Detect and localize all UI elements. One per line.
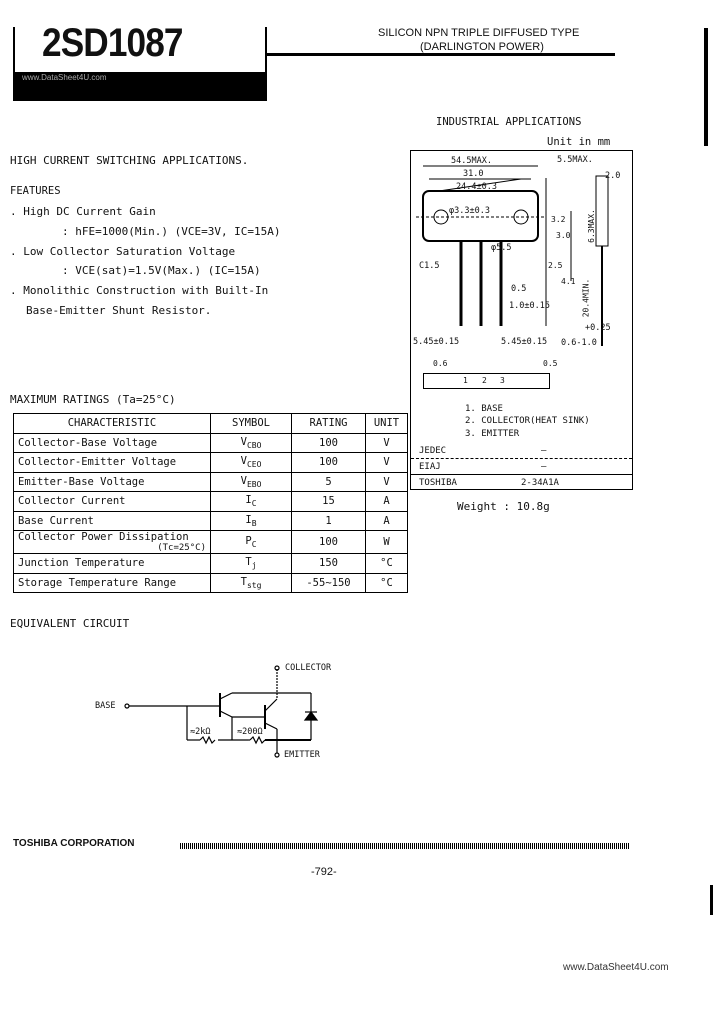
unit-cell: A: [366, 492, 408, 512]
characteristic-cell: Junction Temperature: [14, 554, 211, 574]
dimension: 2.0: [605, 171, 621, 181]
dimension: 5.45±0.15: [501, 337, 548, 347]
column-header: CHARACTERISTIC: [14, 414, 211, 434]
base-label: BASE: [95, 701, 116, 711]
symbol-cell: $V_{CBO}$: [211, 433, 292, 453]
unit-cell: W: [366, 531, 408, 554]
column-header: RATING: [292, 414, 366, 434]
dimension: 31.0: [463, 169, 484, 179]
unit-cell: V: [366, 453, 408, 473]
unit-cell: °C: [366, 554, 408, 574]
dimension: 3.0: [556, 231, 571, 240]
table-row: [14, 573, 408, 593]
feature-item: : hFE=1000(Min.) (VCE=3V, IC=15A): [62, 225, 281, 238]
emitter-label: EMITTER: [284, 750, 320, 760]
symbol-cell: $V_{CEO}$: [211, 453, 292, 473]
part-number: 2SD1087: [42, 21, 183, 65]
characteristic-note: (Tc=25°C): [157, 543, 206, 553]
symbol-cell: $V_{EBO}$: [211, 472, 292, 492]
rating-cell: -55~150: [292, 573, 366, 593]
rating-cell: 5: [292, 472, 366, 492]
dimension: 3.2: [551, 215, 566, 224]
dimension: 4.1: [561, 277, 576, 286]
characteristic-cell: Collector-Base Voltage: [14, 433, 211, 453]
pin-label: 3. EMITTER: [465, 429, 520, 439]
resistor-2-label: ≈200Ω: [237, 727, 263, 737]
rating-cell: 100: [292, 433, 366, 453]
symbol-cell: $T_{stg}$: [211, 573, 292, 593]
dimension: 1.0±0.15: [509, 301, 550, 311]
rating-cell: 15: [292, 492, 366, 512]
standard-row: EIAJ —: [411, 458, 632, 477]
dimension: 20.4MIN.: [581, 278, 591, 318]
column-header: UNIT: [366, 414, 408, 434]
table-row: [14, 472, 408, 492]
table-row: [14, 531, 408, 554]
column-header: SYMBOL: [211, 414, 292, 434]
pin-number: 3: [500, 376, 505, 385]
symbol-cell: $I_B$: [211, 511, 292, 531]
rating-cell: 1: [292, 511, 366, 531]
standard-row: TOSHIBA 2-34A1A: [411, 474, 632, 493]
symbol-cell: $I_C$: [211, 492, 292, 512]
table-row: [14, 453, 408, 473]
industrial-applications: INDUSTRIAL APPLICATIONS: [436, 116, 582, 128]
dimension: 0.6-1.0: [561, 338, 597, 348]
dimension: 54.5MAX.: [451, 156, 492, 166]
rating-cell: 100: [292, 453, 366, 473]
dimension: 5.5MAX.: [557, 155, 593, 165]
table-row: [14, 554, 408, 574]
type-line-2: (DARLINGTON POWER): [420, 41, 544, 53]
edge-bar: [710, 885, 713, 915]
feature-item: Base-Emitter Shunt Resistor.: [26, 304, 212, 317]
resistor-1-label: ≈2kΩ: [190, 727, 211, 737]
feature-item: . High DC Current Gain: [10, 205, 156, 218]
feature-item: : VCE(sat)=1.5V(Max.) (IC=15A): [62, 264, 261, 277]
symbol-cell: $T_j$: [211, 554, 292, 574]
edge-bar: [704, 28, 708, 146]
standard-row: JEDEC —: [419, 446, 547, 456]
dimension: 2.5: [548, 261, 563, 270]
circuit-heading: EQUIVALENT CIRCUIT: [10, 617, 130, 630]
pin-number: 1: [463, 376, 468, 385]
rating-cell: 100: [292, 531, 366, 554]
dimension: 5.45±0.15: [413, 337, 460, 347]
dimension: φ3.3±0.3: [449, 206, 490, 216]
type-line-1: SILICON NPN TRIPLE DIFFUSED TYPE: [378, 27, 580, 39]
pin-label: 1. BASE: [465, 404, 503, 414]
characteristic-cell: Collector Current: [14, 492, 211, 512]
watermark: www.DataSheet4U.com: [563, 962, 669, 973]
dimension: 6.3MAX.: [586, 209, 596, 243]
package-outline-box: [410, 150, 633, 490]
page-number: -792-: [311, 866, 337, 878]
footer-rule: [180, 843, 630, 849]
characteristic-cell: Collector Power Dissipation (Tc=25°C): [14, 531, 211, 554]
characteristic-cell: Emitter-Base Voltage: [14, 472, 211, 492]
watermark: www.DataSheet4U.com: [22, 73, 107, 82]
dimension: 24.4±0.3: [456, 182, 497, 192]
unit-note: Unit in mm: [547, 136, 611, 148]
table-row: [14, 511, 408, 531]
features-heading: FEATURES: [10, 185, 61, 197]
table-row: [14, 492, 408, 512]
unit-cell: A: [366, 511, 408, 531]
rating-cell: 150: [292, 554, 366, 574]
table-header-row: [14, 414, 408, 434]
feature-item: . Monolithic Construction with Built-In: [10, 284, 269, 297]
collector-label: COLLECTOR: [285, 663, 332, 673]
symbol-cell: $P_C$: [211, 531, 292, 554]
pin-label: 2. COLLECTOR(HEAT SINK): [465, 416, 590, 426]
unit-cell: V: [366, 433, 408, 453]
unit-cell: °C: [366, 573, 408, 593]
dimension: 0.5: [543, 359, 558, 368]
dimension: 0.5: [511, 284, 527, 294]
pin-number: 2: [482, 376, 487, 385]
max-ratings-table: [13, 413, 408, 593]
company-name: TOSHIBA CORPORATION: [13, 838, 135, 849]
unit-cell: V: [366, 472, 408, 492]
characteristic-cell: Collector-Emitter Voltage: [14, 453, 211, 473]
dimension: 0.6: [433, 359, 448, 368]
dimension: C1.5: [419, 261, 440, 271]
main-application: HIGH CURRENT SWITCHING APPLICATIONS.: [10, 154, 249, 167]
characteristic-cell: Base Current: [14, 511, 211, 531]
ratings-title: MAXIMUM RATINGS (Ta=25°C): [10, 393, 176, 406]
weight: Weight : 10.8g: [457, 500, 550, 513]
dimension: φ5.5: [491, 243, 512, 253]
feature-item: . Low Collector Saturation Voltage: [10, 245, 236, 258]
characteristic-cell: Storage Temperature Range: [14, 573, 211, 593]
dimension: +0.25: [585, 323, 611, 333]
table-row: [14, 433, 408, 453]
